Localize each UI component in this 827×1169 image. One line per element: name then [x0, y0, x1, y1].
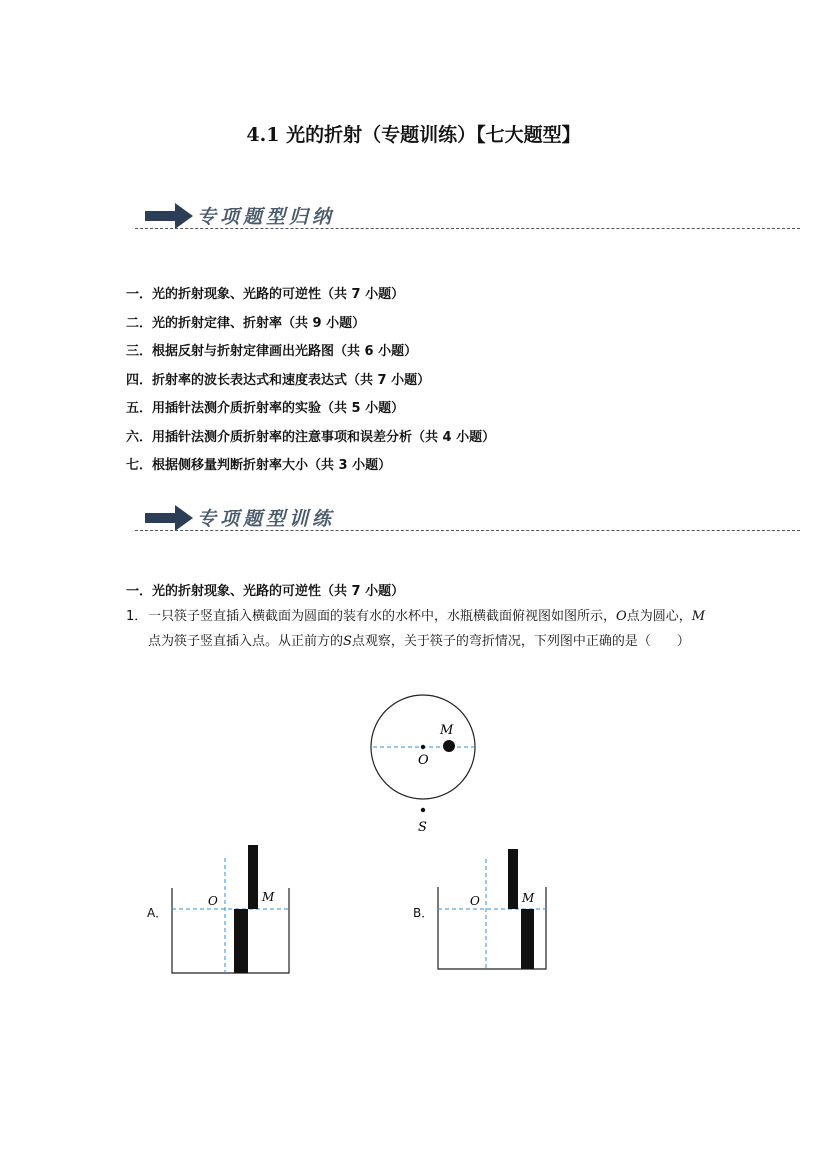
- label-m: M: [440, 723, 454, 738]
- topic-item: 五．用插针法测介质折射率的实验（共 5 小题）: [126, 401, 405, 416]
- question-1: [126, 604, 716, 654]
- topic-item: 三．根据反射与折射定律画出光路图（共 6 小题）: [126, 344, 418, 359]
- section-banner-training: [135, 500, 800, 540]
- label-s: S: [418, 820, 427, 835]
- label-o: O: [418, 753, 429, 768]
- page-title: 4.1 光的折射（专题训练）【七大题型】: [246, 124, 581, 146]
- arrow-icon: [145, 505, 193, 531]
- topic-item: 六．用插针法测介质折射率的注意事项和误差分析（共 4 小题）: [126, 429, 496, 445]
- banner-title: 专项题型训练: [197, 508, 336, 530]
- topic-item: 一．光的折射现象、光路的可逆性（共 7 小题）: [126, 287, 405, 302]
- cup-top-view-figure: [360, 690, 490, 840]
- svg-text:M: M: [262, 890, 275, 904]
- banner-title: 专项题型归纳: [197, 206, 336, 228]
- svg-text:O: O: [470, 894, 480, 908]
- topic-item: 二．光的折射定律、折射率（共 9 小题）: [126, 315, 366, 331]
- topic-list: [126, 285, 495, 485]
- banner-divider: [135, 228, 800, 229]
- section-banner-summary: [135, 198, 800, 238]
- option-a-figure[interactable]: [170, 843, 292, 978]
- arrow-icon: [145, 203, 193, 229]
- section-heading: 一．光的折射现象、光路的可逆性（共 7 小题）: [126, 584, 405, 599]
- option-a-label[interactable]: A．: [147, 906, 168, 920]
- option-b-label[interactable]: B．: [413, 906, 434, 920]
- question-number: 1．: [126, 609, 148, 624]
- svg-text:M: M: [522, 891, 535, 905]
- option-b-figure[interactable]: [436, 847, 550, 974]
- svg-text:O: O: [208, 894, 218, 908]
- topic-item: 四．折射率的波长表达式和速度表达式（共 7 小题）: [126, 372, 431, 388]
- banner-divider: [135, 530, 800, 531]
- question-text: 一只筷子竖直插入横截面为圆面的装有水的水杯中，水瓶横截面俯视图如图所示，O点为圆心，M点为筷子竖直插入点。从正前方的S点观察，关于筷子的弯折情况，下列图中正确的是（ ）: [148, 609, 706, 649]
- topic-item: 七．根据侧移量判断折射率大小（共 3 小题）: [126, 458, 392, 473]
